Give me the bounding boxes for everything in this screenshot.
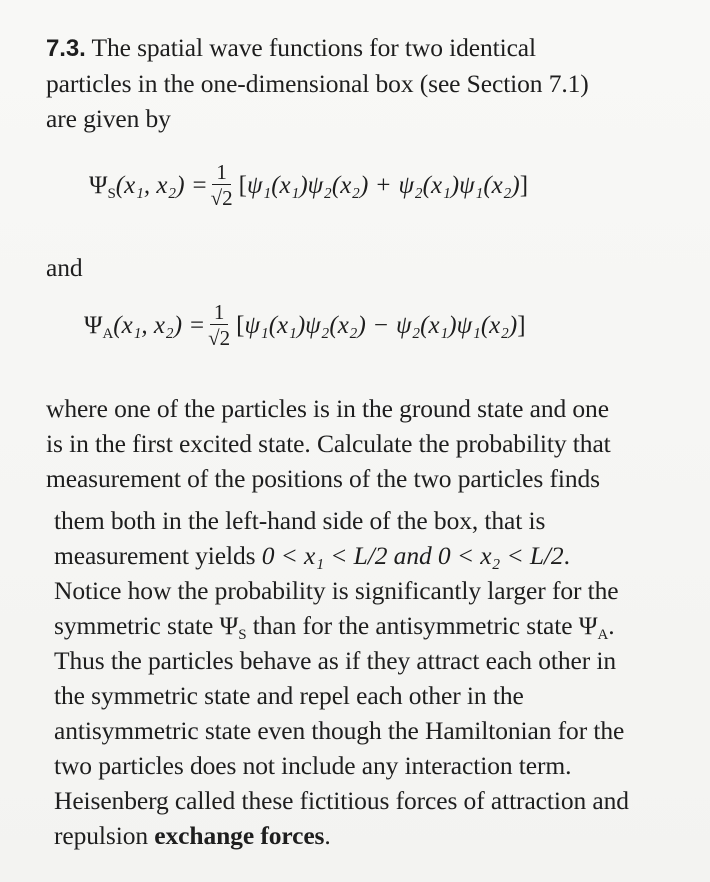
- cont-line-7: antisymmetric state even though the Hamiltonian for the: [54, 716, 625, 745]
- body-line-1: where one of the particles is in the ground state and one: [46, 394, 609, 423]
- eq-s-lhs: $\Psi_S(x_1$, x₂): [89, 171, 185, 202]
- eq-s-fraction: $\frac{1}{√2}$: [210, 160, 233, 210]
- cont-line-1: them both in the left-hand side of the box, that is: [54, 506, 546, 535]
- equation-antisymmetric: [84, 300, 526, 351]
- problem-number: 7.3.: [46, 35, 86, 62]
- cont-line-8: two particles does not include any interaction term.: [54, 751, 572, 780]
- body-line-3: measurement of the positions of the two particles finds: [46, 464, 600, 493]
- eq-a-lhs: $\Psi_A(x_1$, x₂): [84, 311, 183, 342]
- cont-line-4: symmetric state $\Psi_S$ than for the antisymmetric state $\Psi_A$.: [54, 611, 615, 643]
- cont-line-10: repulsion exchange forces.: [54, 821, 331, 850]
- math-range-x2: 0 < x₂ < L/2: [437, 541, 564, 570]
- eq-s-rhs: [ψ₁(x₁)ψ₂(x₂) + ψ₂(x₁)ψ₁(x₂)]: [238, 171, 529, 199]
- term-exchange-forces: exchange forces: [154, 821, 325, 850]
- cont-line-9: Heisenberg called these fictitious forces of attraction and: [54, 786, 629, 815]
- intro-line-3: are given by: [46, 104, 171, 133]
- cont-line-3: Notice how the probability is significantly larger for the: [54, 576, 619, 605]
- eq-a-fraction: $\frac{1}{√2}$: [208, 300, 231, 350]
- math-range-x1: 0 < x₁ < L/2: [261, 541, 388, 570]
- problem-body: [46, 391, 611, 496]
- eq-s-equals: =: [192, 171, 207, 199]
- cont-line-2: measurement yields 0 < x₁ < L/2 and 0 < x₂ < L/2.: [54, 541, 570, 570]
- cont-line-5: Thus the particles behave as if they attract each other in: [54, 646, 617, 675]
- intro-line-1: [46, 30, 589, 66]
- equation-symmetric: [89, 160, 528, 211]
- eq-a-equals: =: [190, 311, 205, 339]
- cont-line-6: the symmetric state and repel each other in the: [54, 681, 524, 710]
- connector-text: and: [46, 253, 83, 282]
- intro-text-1: The spatial wave functions for two identical: [91, 33, 537, 62]
- problem-continuation: [54, 503, 629, 853]
- eq-a-rhs: [ψ₁(x₁)ψ₂(x₂) − ψ₂(x₁)ψ₁(x₂)]: [236, 311, 526, 339]
- body-line-2: is in the first excited state. Calculate the probability that: [46, 429, 611, 458]
- intro-line-2: particles in the one-dimensional box (see Section 7.1): [46, 69, 589, 98]
- problem-intro: [46, 30, 589, 136]
